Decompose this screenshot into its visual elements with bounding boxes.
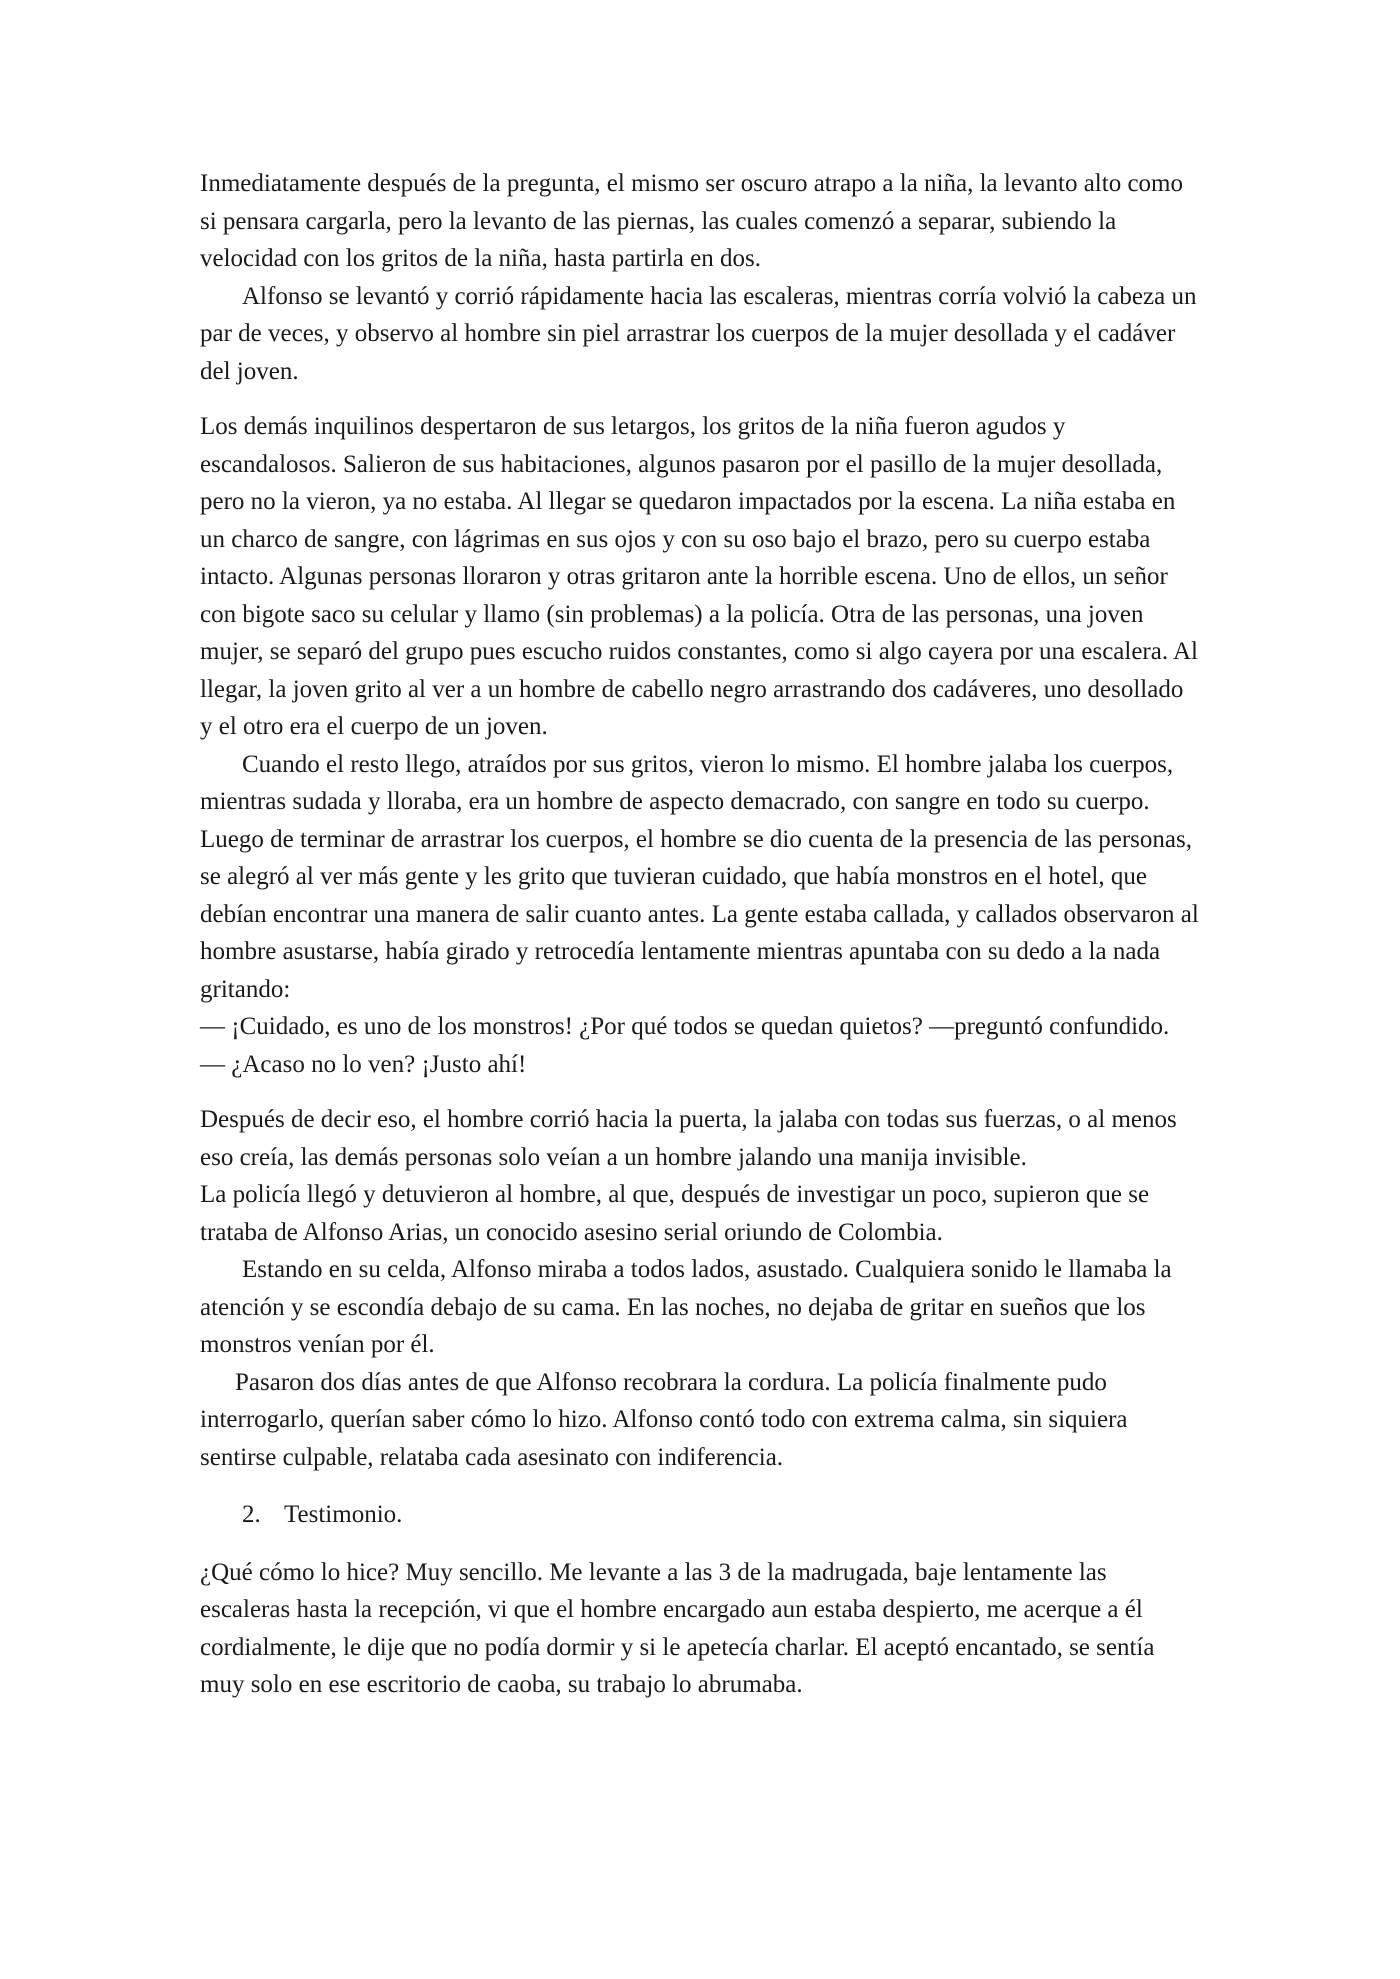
paragraph-1: Inmediatamente después de la pregunta, el mismo ser oscuro atrapo a la niña, la levanto alto como si pensara cargarla, pero la levanto de las piernas, las cuales comenzó a separar, subiendo la velocidad con los gritos de la niña, hasta partirla en dos. [200,170,1183,272]
paragraph-3: Los demás inquilinos despertaron de sus letargos, los gritos de la niña fueron agudos y escandalosos. Salieron de sus habitaciones, algunos pasaron por el pasillo de la mujer desollada, pero no la vieron, ya no estaba. Al llegar se quedaron impactados por la escena. La niña estaba en un charco de sangre, con lágrimas en sus ojos y con su oso bajo el brazo, pero su cuerpo estaba intacto. Algunas personas lloraron y otras gritaron ante la horrible escena. Uno de ellos, un señor con bigote saco su celular y llamo (sin problemas) a la policía. Otra de las personas, una joven mujer, se separó del grupo pues escucho ruidos constantes, como si algo cayera por una escalera. Al llegar, la joven grito al ver a un hombre de cabello negro arrastrando dos cadáveres, uno desollado y el otro era el cuerpo de un joven. [200,413,1198,740]
paragraph-8: Estando en su celda, Alfonso miraba a todos lados, asustado. Cualquiera sonido le llamaba la atención y se escondía debajo de su cama. En las noches, no dejaba de gritar en sueños que los monstros venían por él. [200,1256,1172,1358]
section-number: 2. [242,1501,261,1528]
paragraph-7: La policía llegó y detuvieron al hombre, al que, después de investigar un poco, supieron que se trataba de Alfonso Arias, un conocido asesino serial oriundo de Colombia. [200,1181,1150,1246]
section-heading [200,1496,1200,1534]
paragraph-9: Pasaron dos días antes de que Alfonso recobrara la cordura. La policía finalmente pudo interrogarlo, querían saber cómo lo hizo. Alfonso contó todo con extrema calma, sin siquiera sentirse culpable, relataba cada asesinato con indiferencia. [200,1368,1128,1471]
section-title: Testimonio. [284,1501,403,1528]
paragraph-4: Cuando el resto llego, atraídos por sus gritos, vieron lo mismo. El hombre jalaba los cuerpos, mientras sudada y lloraba, era un hombre de aspecto demacrado, con sangre en todo su cuerpo. Luego de terminar de arrastrar los cuerpos, el hombre se dio cuenta de la presencia de las personas, se alegró al ver más gente y les grito que tuvieran cuidado, que había monstros en el hotel, que debían encontrar una manera de salir cuanto antes. La gente estaba callada, y callados observaron al hombre asustarse, había girado y retrocedía lentamente mientras apuntaba con su dedo a la nada gritando: [200,750,1199,1003]
paragraph-2: Alfonso se levantó y corrió rápidamente hacia las escaleras, mientras corría volvió la cabeza un par de veces, y observo al hombre sin piel arrastrar los cuerpos de la mujer desollada y el cadáver del joven. [200,282,1197,385]
paragraph-6: Después de decir eso, el hombre corrió hacia la puerta, la jalaba con todas sus fuerzas, o al menos eso creía, las demás personas solo veían a un hombre jalando una manija invisible. [200,1106,1177,1171]
dialogue-line: — ¡Cuidado, es uno de los monstros! ¿Por qué todos se quedan quietos? —preguntó confundido. — ¿Acaso no lo ven? ¡Justo ahí! [200,1013,1170,1078]
document-page [200,165,1200,1704]
paragraph-10: ¿Qué cómo lo hice? Muy sencillo. Me levante a las 3 de la madrugada, baje lentamente las escaleras hasta la recepción, vi que el hombre encargado aun estaba despierto, me acerque a él cordialmente, le dije que no podía dormir y si le apetecía charlar. El aceptó encantado, se sentía muy solo en ese escritorio de caoba, su trabajo lo abrumaba. [200,1558,1155,1698]
